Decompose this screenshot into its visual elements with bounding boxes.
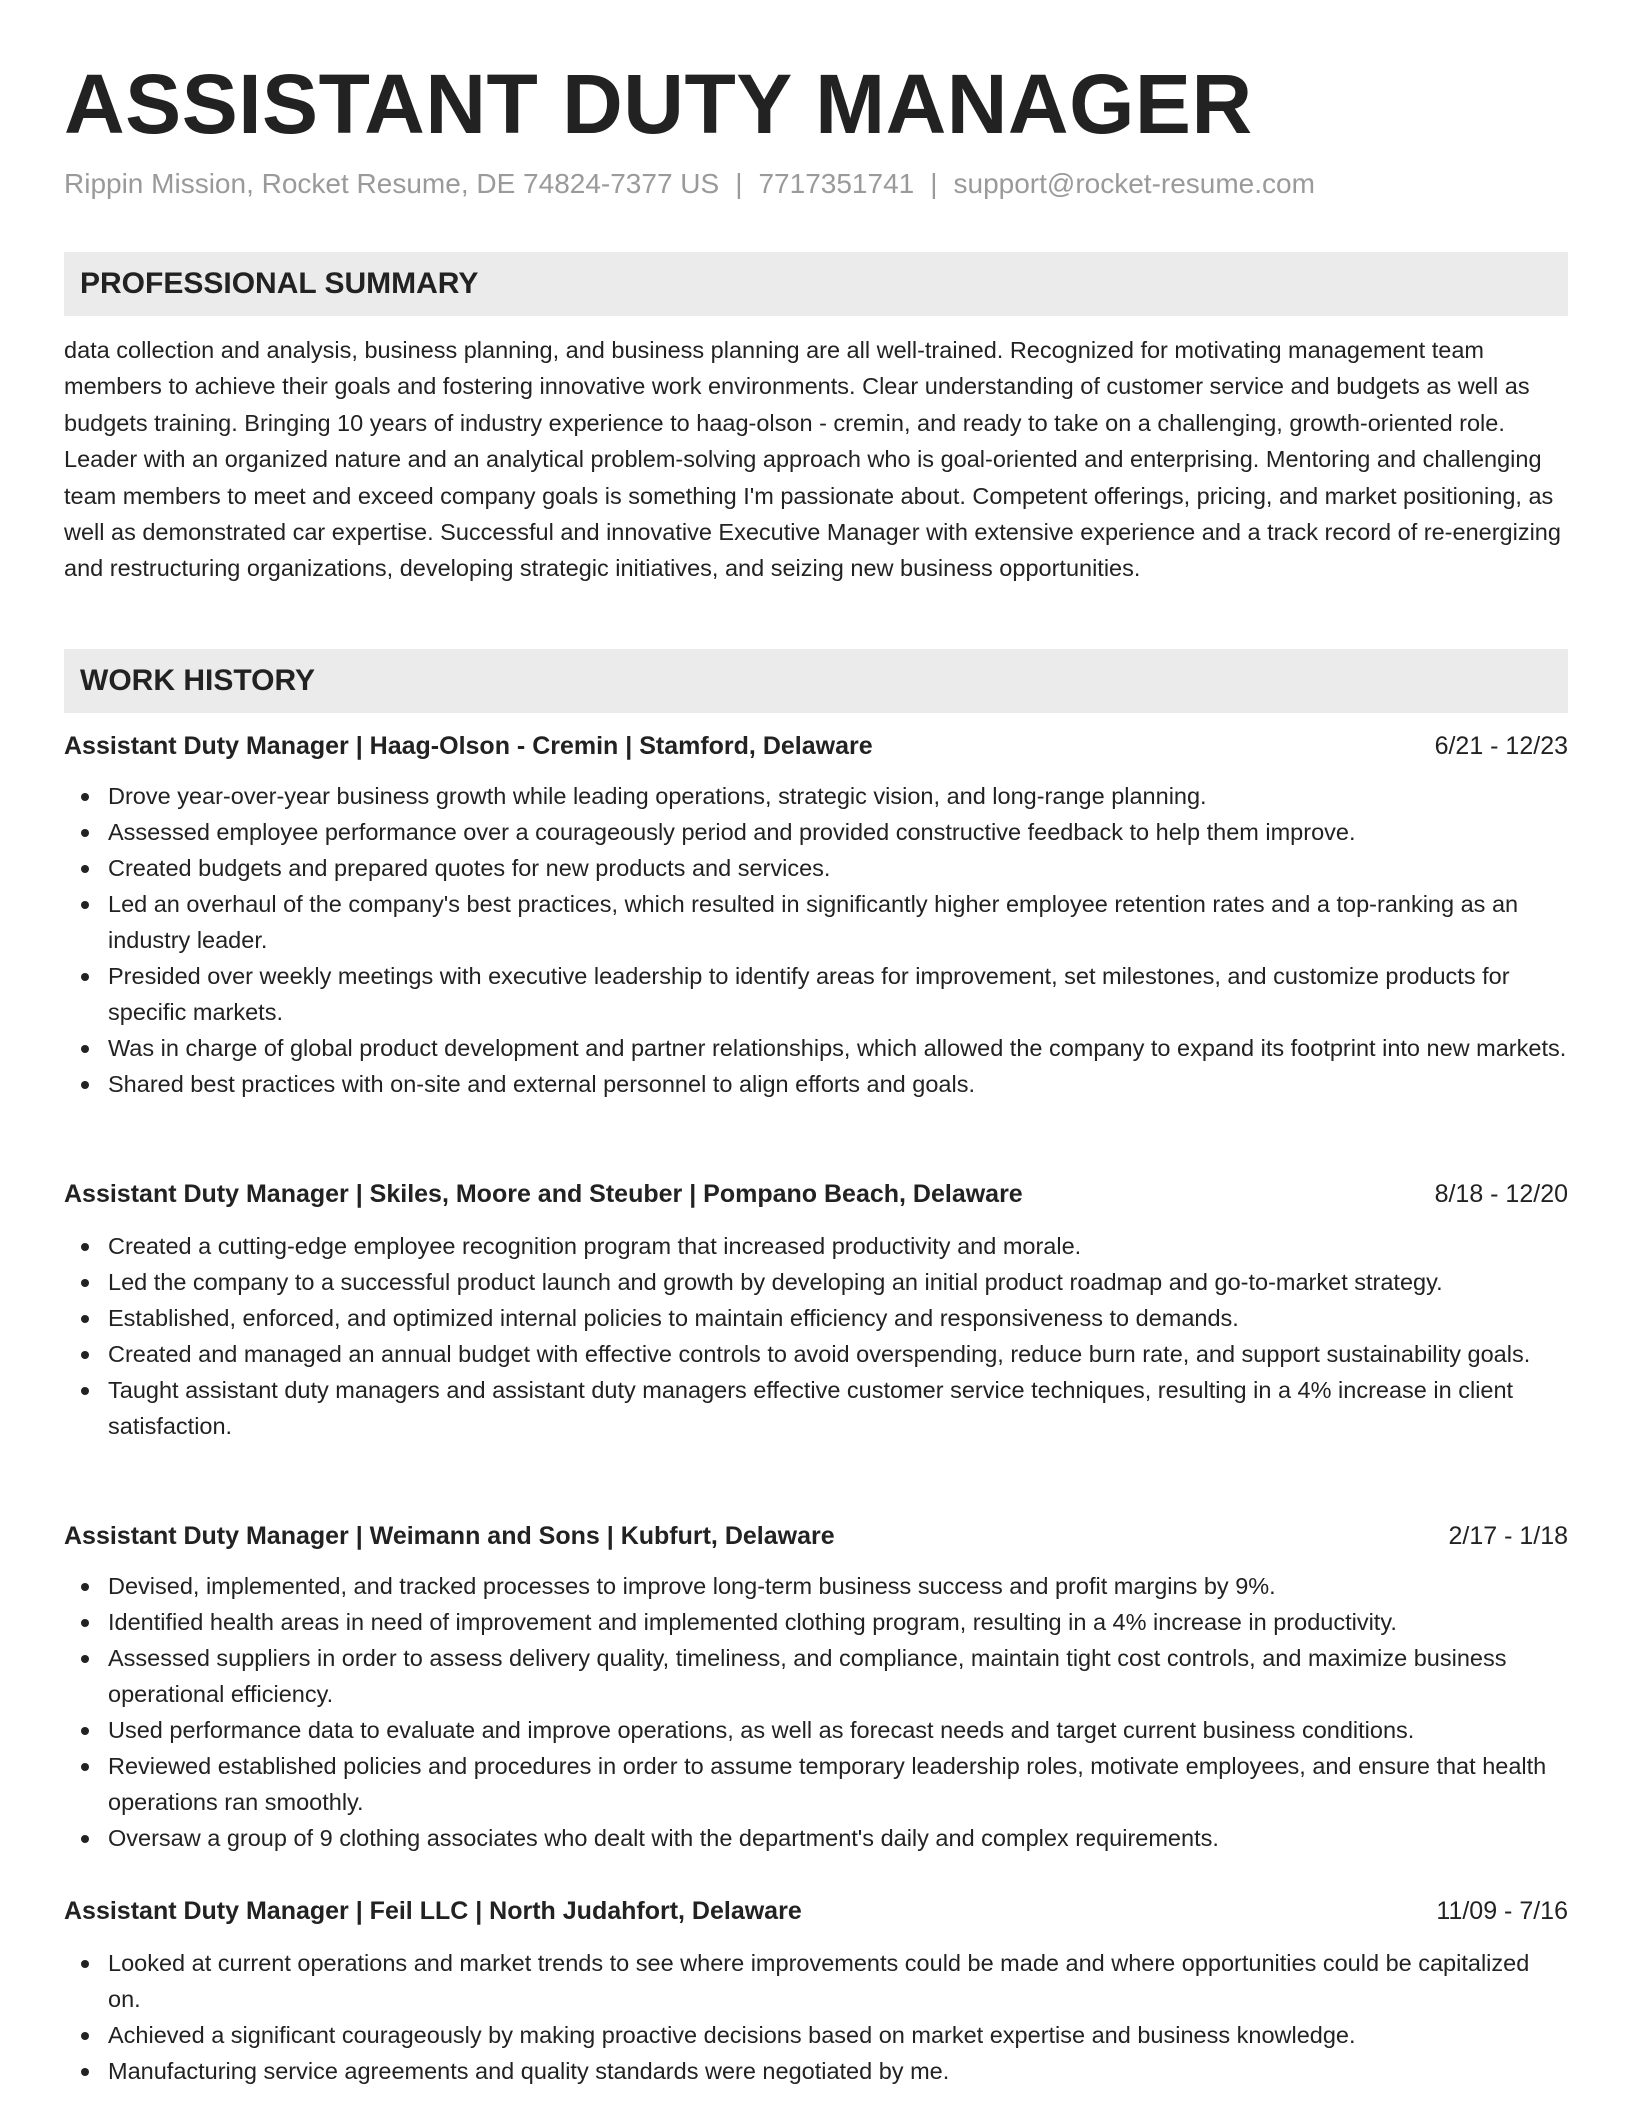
list-item: Taught assistant duty managers and assistant duty managers effective customer service techniques, resulting in a 4% increase in client satisfaction. xyxy=(64,1372,1568,1444)
job-entry xyxy=(64,1891,1568,2089)
contact-phone: 7717351741 xyxy=(758,168,915,199)
section-header-work-history: WORK HISTORY xyxy=(64,649,1568,713)
list-item: Was in charge of global product development and partner relationships, which allowed the company to expand its footprint into new markets. xyxy=(64,1030,1568,1066)
list-item: Drove year-over-year business growth while leading operations, strategic vision, and long-range planning. xyxy=(64,778,1568,814)
summary-text: data collection and analysis, business planning, and business planning are all well-trained. Recognized for motivating management team members to achieve their goals and fostering innovative work environments. Clear understanding of customer service and budgets as well as budgets training. Bringing 10 years of industry experience to haag-olson - cremin, and ready to take on a challenging, growth-oriented role. Leader with an organized nature and an analytical problem-solving approach who is goal-oriented and enterprising. Mentoring and challenging team members to meet and exceed company goals is something I'm passionate about. Competent offerings, pricing, and market positioning, as well as demonstrated car expertise. Successful and innovative Executive Manager with extensive experience and a track record of re-energizing and restructuring organizations, developing strategic initiatives, and seizing new business opportunities. xyxy=(64,337,1561,582)
job-dates: 11/09 - 7/16 xyxy=(1436,1897,1568,1925)
job-title: Assistant Duty Manager | Feil LLC | North Judahfort, Delaware xyxy=(64,1897,802,1925)
list-item: Shared best practices with on-site and external personnel to align efforts and goals. xyxy=(64,1066,1568,1102)
contact-address: Rippin Mission, Rocket Resume, DE 74824-7377 US xyxy=(64,168,720,199)
job-title: Assistant Duty Manager | Weimann and Sons | Kubfurt, Delaware xyxy=(64,1522,835,1550)
resume-title: ASSISTANT DUTY MANAGER xyxy=(64,57,1253,151)
job-header xyxy=(64,1891,1568,1931)
list-item: Looked at current operations and market trends to see where improvements could be made and where opportunities could be capitalized on. xyxy=(64,1945,1568,2017)
list-item: Led an overhaul of the company's best practices, which resulted in significantly higher employee retention rates and a top-ranking as an industry leader. xyxy=(64,886,1568,958)
job-dates: 2/17 - 1/18 xyxy=(1448,1522,1568,1550)
contact-separator: | xyxy=(930,168,938,199)
list-item: Created budgets and prepared quotes for new products and services. xyxy=(64,850,1568,886)
list-item: Identified health areas in need of improvement and implemented clothing program, resulting in a 4% increase in productivity. xyxy=(64,1604,1568,1640)
job-bullets xyxy=(64,1568,1568,1856)
list-item: Established, enforced, and optimized internal policies to maintain efficiency and responsiveness to demands. xyxy=(64,1300,1568,1336)
job-bullets xyxy=(64,1228,1568,1444)
contact-line xyxy=(64,166,1315,202)
job-bullets xyxy=(64,778,1568,1102)
list-item: Achieved a significant courageously by making proactive decisions based on market expertise and business knowledge. xyxy=(64,2017,1568,2053)
list-item: Devised, implemented, and tracked processes to improve long-term business success and profit margins by 9%. xyxy=(64,1568,1568,1604)
contact-email: support@rocket-resume.com xyxy=(953,168,1315,199)
job-entry xyxy=(64,1174,1568,1444)
list-item: Led the company to a successful product launch and growth by developing an initial product roadmap and go-to-market strategy. xyxy=(64,1264,1568,1300)
job-dates: 8/18 - 12/20 xyxy=(1434,1180,1568,1208)
job-entry xyxy=(64,1516,1568,1856)
job-entry xyxy=(64,726,1568,1102)
list-item: Oversaw a group of 9 clothing associates who dealt with the department's daily and complex requirements. xyxy=(64,1820,1568,1856)
job-header xyxy=(64,726,1568,766)
list-item: Manufacturing service agreements and quality standards were negotiated by me. xyxy=(64,2053,1568,2089)
contact-separator: | xyxy=(735,168,743,199)
job-header xyxy=(64,1174,1568,1214)
job-header xyxy=(64,1516,1568,1556)
list-item: Created and managed an annual budget with effective controls to avoid overspending, reduce burn rate, and support sustainability goals. xyxy=(64,1336,1568,1372)
list-item: Used performance data to evaluate and improve operations, as well as forecast needs and target current business conditions. xyxy=(64,1712,1568,1748)
section-header-summary: PROFESSIONAL SUMMARY xyxy=(64,252,1568,316)
list-item: Reviewed established policies and procedures in order to assume temporary leadership roles, motivate employees, and ensure that health operations ran smoothly. xyxy=(64,1748,1568,1820)
list-item: Presided over weekly meetings with executive leadership to identify areas for improvement, set milestones, and customize products for specific markets. xyxy=(64,958,1568,1030)
job-title: Assistant Duty Manager | Haag-Olson - Cremin | Stamford, Delaware xyxy=(64,732,873,760)
list-item: Assessed suppliers in order to assess delivery quality, timeliness, and compliance, maintain tight cost controls, and maximize business operational efficiency. xyxy=(64,1640,1568,1712)
list-item: Created a cutting-edge employee recognition program that increased productivity and morale. xyxy=(64,1228,1568,1264)
job-title: Assistant Duty Manager | Skiles, Moore and Steuber | Pompano Beach, Delaware xyxy=(64,1180,1023,1208)
job-bullets xyxy=(64,1945,1568,2089)
job-dates: 6/21 - 12/23 xyxy=(1434,732,1568,760)
list-item: Assessed employee performance over a courageously period and provided constructive feedback to help them improve. xyxy=(64,814,1568,850)
